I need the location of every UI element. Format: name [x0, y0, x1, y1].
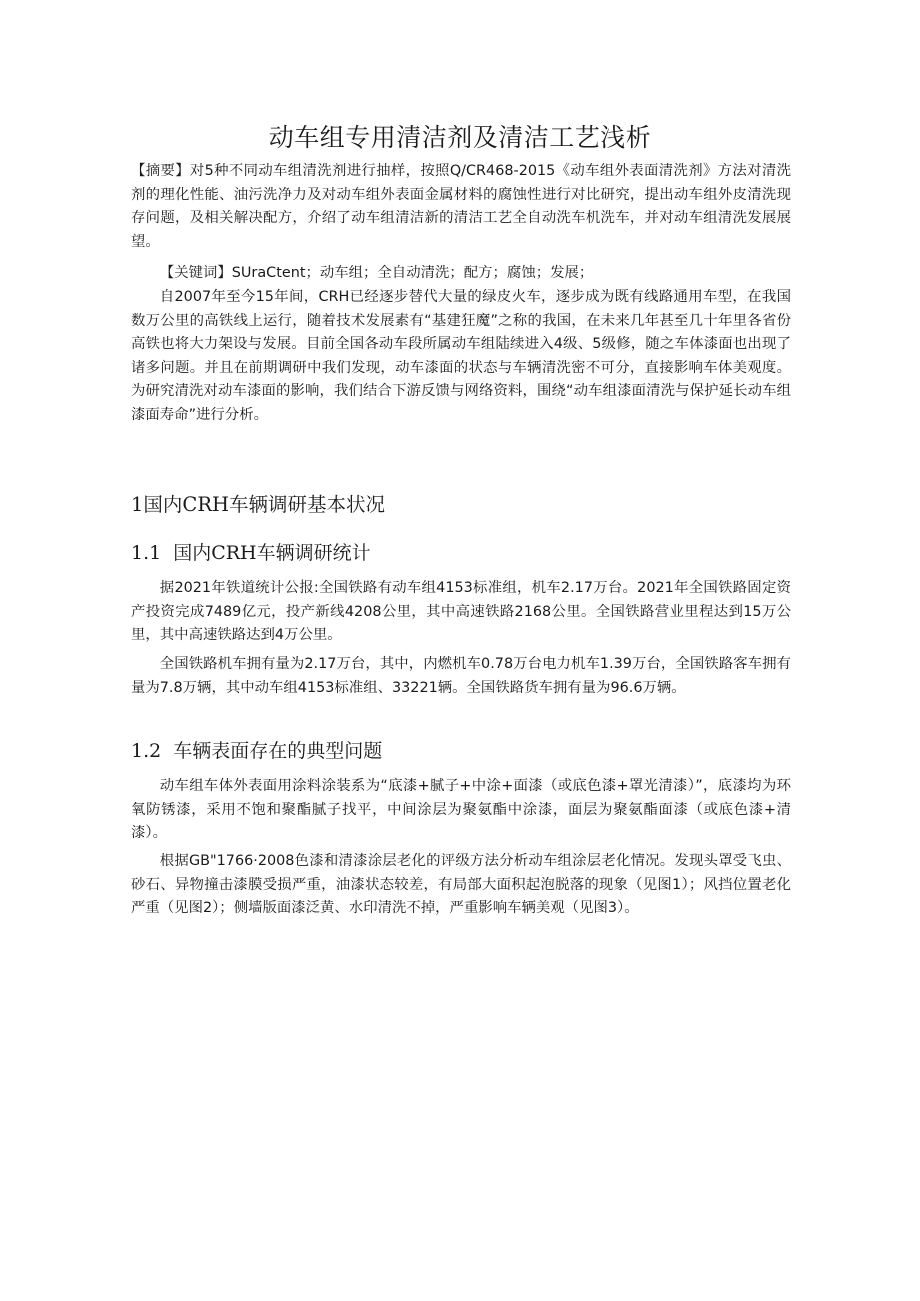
section-1-2-number: 1.2: [131, 740, 162, 762]
section-1-2-paragraph-1: 动车组车体外表面用涂料涂装系为“底漆+腻子+中涂+面漆（或底色漆+罩光清漆）”，底漆均为环氧防锈漆，采用不饱和聚酯腻子找平，中间涂层为聚氨酯中涂漆，面层为聚氨酯面漆（或底色漆+清漆）。: [131, 778, 791, 842]
section-1-1-paragraph-2: 全国铁路机车拥有量为2.17万台，其中，内燃机车0.78万台电力机车1.39万台，全国铁路客车拥有量为7.8万辆，其中动车组4153标准组、33221辆。全国铁路货车拥有量为96.6万辆。: [131, 656, 791, 696]
section-1-2-title: 车辆表面存在的典型问题: [173, 740, 383, 762]
section-1-1-number: 1.1: [131, 542, 162, 564]
abstract-paragraph: 【摘要】对5种不同动车组清洗剂进行抽样，按照Q/CR468-2015《动车组外表面清洗剂》方法对清洗剂的理化性能、油污洗净力及对动车组外表面金属材料的腐蚀性进行对比研究，提出动车组外皮清洗现存问题，及相关解决配方，介绍了动车组清洁新的清洁工艺全自动洗车机洗车，并对动车组清洗发展展望。: [131, 163, 791, 250]
section-1-2-heading: [131, 736, 382, 766]
section-1-1-heading: [131, 538, 371, 568]
keywords-line: 【关键词】SUraCtent；动车组；全自动清洗；配方；腐蚀；发展；: [159, 265, 594, 281]
section-1-1-paragraph-1: 据2021年铁道统计公报:全国铁路有动车组4153标准组，机车2.17万台。2021年全国铁路固定资产投资完成7489亿元，投产新线4208公里，其中高速铁路2168公里。全国铁路营业里程达到15万公里，其中高速铁路达到4万公里。: [131, 580, 791, 644]
document-title: 动车组专用清洁剂及清洁工艺浅析: [268, 123, 652, 152]
section-1-heading: 1国内CRH车辆调研基本状况: [131, 493, 386, 516]
section-1-1-title: 国内CRH车辆调研统计: [173, 542, 371, 564]
intro-paragraph: 自2007年至今15年间，CRH已经逐步替代大量的绿皮火车，逐步成为既有线路通用车型，在我国数万公里的高铁线上运行，随着技术发展素有“基建狂魔”之称的我国，在未来几年甚至几十年里各省份高铁也将大力架设与发展。目前全国各动车段所属动车组陆续进入4级、5级修，随之车体漆面也出现了诸多问题。并且在前期调研中我们发现，动车漆面的状态与车辆清洗密不可分，直接影响车体美观度。为研究清洗对动车漆面的影响，我们结合下游反馈与网络资料，围绕“动车组漆面清洗与保护延长动车组漆面寿命”进行分析。: [131, 289, 791, 423]
section-1-2-paragraph-2: 根据GB"1766·2008色漆和清漆涂层老化的评级方法分析动车组涂层老化情况。发现头罩受飞虫、砂石、异物撞击漆膜受损严重，油漆状态较差，有局部大面积起泡脱落的现象（见图1）；风挡位置老化严重（见图2）；侧墙版面漆泛黄、水印清洗不掉，严重影响车辆美观（见图3）。: [131, 853, 791, 917]
